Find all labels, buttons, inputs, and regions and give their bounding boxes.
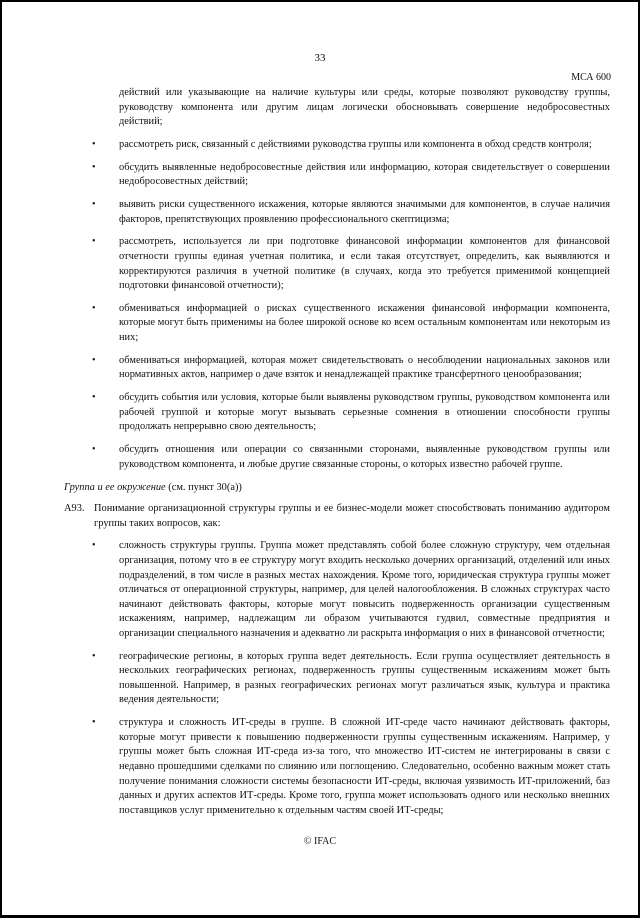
bullet-list-discussion: [92, 138, 610, 473]
paragraph-text: Понимание организационной структуры группы и ее бизнес-модели может способствовать пониманию аудитором группы таких вопросов, как:: [94, 503, 610, 529]
bullet-icon: •: [92, 138, 96, 150]
document-code: МСА 600: [571, 72, 611, 83]
list-item-text: рассмотреть риск, связанный с действиями руководства группы или компонента в обход средств контроля;: [119, 138, 592, 150]
bullet-icon: •: [92, 302, 96, 314]
bullet-icon: •: [92, 198, 96, 210]
list-item-text: рассмотреть, используется ли при подготовке финансовой информации компонентов для финансовой отчетности группы единая учетная политика, и если такая отсутствует, определить, как выявляются и корректируются различия в учетной политике (в случаях, когда это требуется применимой концепцией подготовки финансовой отчетности);: [119, 236, 610, 292]
page-footer: © IFAC: [303, 836, 337, 847]
list-item-text: обсудить события или условия, которые были выявлены руководством группы, руководством компонента или рабочей группой и которые могут вызывать серьезные сомнения в отношении способности группы продолжать непрерывно свою деятельность;: [119, 392, 610, 433]
paragraph-code: A93.: [64, 503, 85, 515]
list-item-text: географические регионы, в которых группа ведет деятельность. Если группа осуществляет деятельность в нескольких географических регионах, подверженность группы существенным искажениям может быть повышенной. Например, в разных географических регионах могут различаться язык, культура и практика ведения деятельности;: [119, 650, 610, 706]
page-edge-left: [0, 0, 2, 918]
list-item-text: выявить риски существенного искажения, которые являются значимыми для компонентов, в случае наличия факторов, препятствующих проявлению профессионального скептицизма;: [119, 198, 610, 225]
bullet-icon: •: [92, 650, 96, 662]
bullet-list-group-structure: [92, 539, 610, 818]
list-item-text: обмениваться информацией о рисках существенного искажения финансовой информации компонента, которые могут быть применимы на более широкой основе ко всем остальным компонентам или некоторым из них;: [119, 302, 610, 344]
list-item-text: обмениваться информацией, которая может свидетельствовать о несоблюдении национальных законов или нормативных актов, например о даче взяток и ненадлежащей практике трансфертного ценообразования;: [119, 354, 610, 381]
list-item: [92, 138, 610, 153]
list-item-text: сложность структуры группы. Группа может представлять собой более сложную структуру, чем отдельная организация, потому что в ее структуру могут входить несколько дочерних организаций, отделений или иных подразделений, в том числе в разных местах нахождения. Кроме того, юридическая структура группы может отличаться от операционной структуры, например, для целей налогообложения. В сложных структурах часто начинают действовать факторы, которые могут повысить подверженность организации существенным искажениям, например, надлежащим ли образом учитываются гудвил, совместные предприятия и организации специального назначения и адекватно ли раскрыта информация о них в финансовой отчетности;: [119, 540, 610, 639]
list-item: [92, 302, 610, 346]
bullet-icon: •: [92, 354, 96, 366]
list-item: [92, 161, 610, 190]
bullet-icon: •: [92, 717, 96, 729]
bullet-icon: •: [92, 444, 96, 456]
list-item: [92, 443, 610, 472]
bullet-icon: •: [92, 161, 96, 173]
list-item-text: обсудить отношения или операции со связанными сторонами, выявленные руководством группы или руководством компонента, и любые другие связанные стороны, о которых известно рабочей группе.: [119, 444, 610, 470]
list-item-text: структура и сложность ИТ-среды в группе. В сложной ИТ-среде часто начинают действовать факторы, которые могут привести к повышению подверженности группы существенным искажениям. Например, у группы может быть сложная ИТ-среда из-за того, что множество ИТ-систем не интегрированы в связи с недавно прошедшими сделками по слиянию или поглощению. Следовательно, особенно важным может стать получение понимания сложности системы безопасности ИТ-среды, включая уязвимость ИТ-приложений, баз данных и других аспектов ИТ-среды. Кроме того, группа может использовать одного или несколько внешних поставщиков услуг применительно к отдельным частям своей ИТ-среды;: [119, 717, 610, 816]
bullet-icon: •: [92, 236, 96, 248]
page-number: 33: [314, 52, 326, 64]
bullet-icon: •: [92, 392, 96, 404]
list-item: [92, 198, 610, 227]
list-item-text: обсудить выявленные недобросовестные действия или информацию, которая свидетельствует о совершении недобросовестных действий;: [119, 161, 610, 188]
list-item: [92, 539, 610, 641]
list-item: [92, 716, 610, 818]
list-item: [92, 650, 610, 708]
list-item: [92, 354, 610, 383]
section-heading-title: Группа и ее окружение: [64, 481, 166, 493]
page-edge-top: [0, 0, 640, 2]
paragraph-a93: [64, 502, 610, 531]
bullet-icon: •: [92, 540, 96, 552]
intro-continuation: действий или указывающие на наличие культуры или среды, которые позволяют руководству группы, руководству компонента или другим лицам логически обосновывать совершение недобросовестных действий;: [119, 87, 610, 128]
list-item: [92, 235, 610, 293]
section-heading-ref: (см. пункт 30(а)): [165, 481, 242, 493]
document-body: [64, 86, 610, 827]
list-item: [92, 391, 610, 435]
section-heading: [64, 481, 610, 496]
